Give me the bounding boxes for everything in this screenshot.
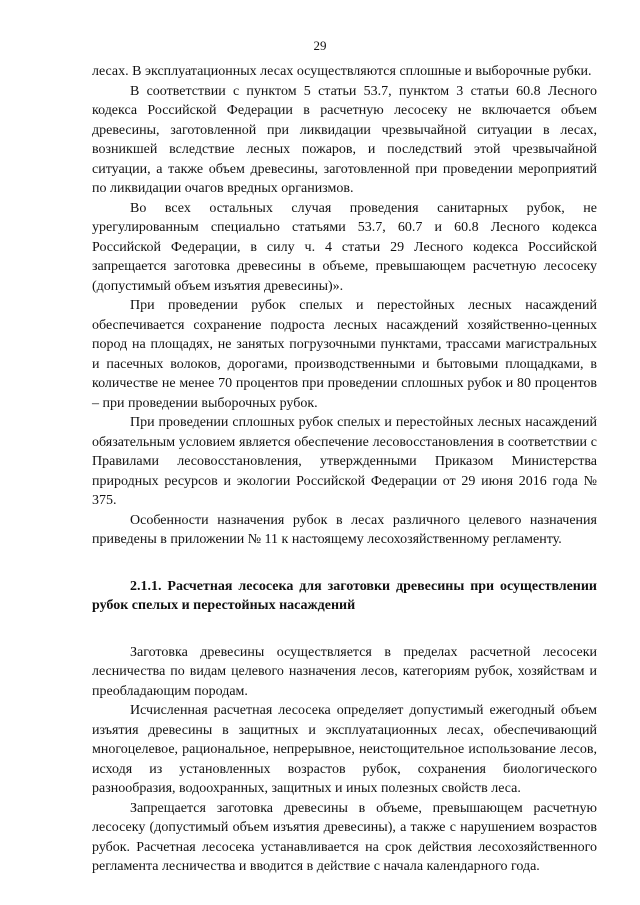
paragraph: В соответствии с пунктом 5 статьи 53.7, пунктом 3 статьи 60.8 Лесного кодекса Российской Федерации в расчетную лесосеку не включается объем древесины, заготовленной при ликвидации чрезвычайной ситуации в лесах, возникшей вследствие лесных пожаров, и последствий этой чрезвычайной ситуации, а также объем древесины, заготовленной при проведении мероприятий по ликвидации очагов вредных организмов. <box>92 83 597 196</box>
page-number: 29 <box>313 38 327 53</box>
paragraph-continuation: лесах. В эксплуатационных лесах осуществляются сплошные и выборочные рубки. <box>92 64 592 79</box>
section-heading: 2.1.1. Расчетная лесосека для заготовки древесины при осуществлении рубок спелых и перестойных насаждений <box>92 578 597 613</box>
paragraph: Во всех остальных случая проведения санитарных рубок, не урегулированным специально статьями 53.7, 60.7 и 60.8 Лесного кодекса Российской Федерации, в силу ч. 4 статьи 29 Лесного кодекса Российской запрещается заготовка древесины в объеме, превышающем расчетную лесосеку (допустимый объем изъятия древесины)». <box>92 200 597 294</box>
paragraph: Заготовка древесины осуществляется в пределах расчетной лесосеки лесничества по видам целевого назначения лесов, категориям рубок, хозяйствам и преобладающим породам. <box>92 644 597 699</box>
paragraph: Особенности назначения рубок в лесах различного целевого назначения приведены в приложении № 11 к настоящему лесохозяйственному регламенту. <box>92 512 597 547</box>
paragraph: При проведении рубок спелых и перестойных лесных насаждений обеспечивается сохранение подроста лесных насаждений хозяйственно-ценных пород на площадях, не занятых погрузочными пунктами, трассами магистральных и пасечных волоков, дорогами, производственными и бытовыми площадками, в количестве не менее 70 процентов при проведении сплошных рубок и 80 процентов – при проведении выборочных рубок. <box>92 298 597 411</box>
paragraph: При проведении сплошных рубок спелых и перестойных лесных насаждений обязательным условием является обеспечение лесовосстановления в соответствии с Правилами лесовосстановления, утвержденными Приказом Министерства природных ресурсов и экологии Российской Федерации от 29 июня 2016 года № 375. <box>92 415 597 508</box>
paragraph: Исчисленная расчетная лесосека определяет допустимый ежегодный объем изъятия древесины в защитных и эксплуатационных лесах, обеспечивающий многоцелевое, рациональное, непрерывное, неистощительное использование лесов, исходя из установленных возрастов рубок, сохранения биологического разнообразия, водоохранных, защитных и иных полезных свойств леса. <box>92 703 597 796</box>
paragraph: Запрещается заготовка древесины в объеме, превышающем расчетную лесосеку (допустимый объем изъятия древесины), а также с нарушением возрастов рубок. Расчетная лесосека устанавливается на срок действия лесохозяйственного регламента лесничества и вводится в действие с начала календарного года. <box>92 800 597 874</box>
document-body <box>92 62 597 877</box>
